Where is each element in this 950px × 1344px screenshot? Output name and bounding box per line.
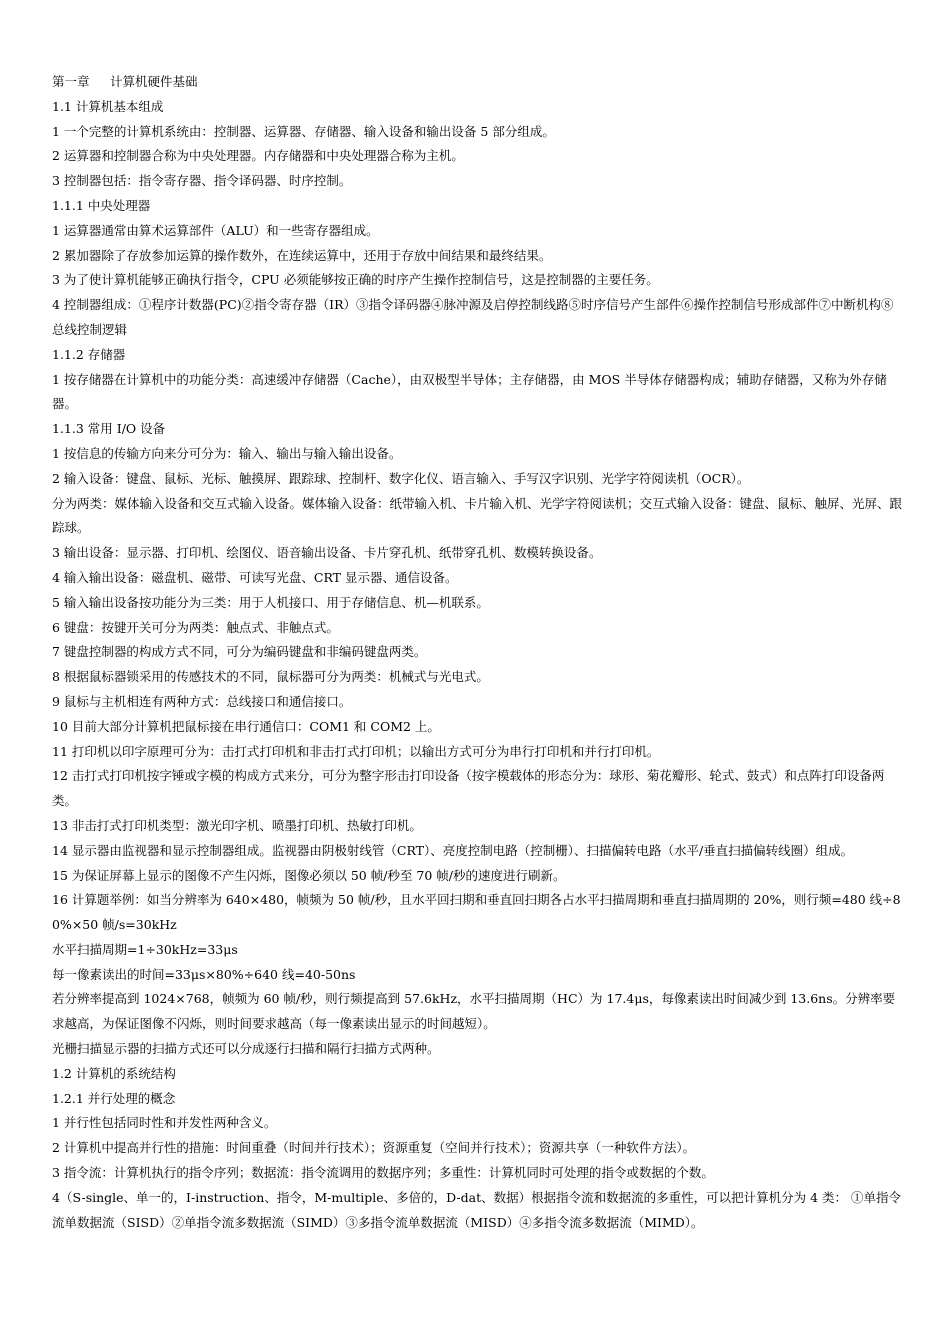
paragraph: 10 目前大部分计算机把鼠标接在串行通信口：COM1 和 COM2 上。 [52,718,440,734]
paragraph: 1 按信息的传输方向来分可分为：输入、输出与输入输出设备。 [52,445,402,461]
paragraph: 水平扫描周期=1÷30kHz=33μs [52,941,238,957]
paragraph: 1 运算器通常由算术运算部件（ALU）和一些寄存器组成。 [52,222,379,238]
chapter-number: 第一章 [52,74,90,89]
paragraph: 14 显示器由监视器和显示控制器组成。监视器由阴极射线管（CRT）、亮度控制电路（控制栅）、扫描偏转电路（水平/垂直扫描偏转线圈）组成。 [52,842,854,858]
paragraph: 每一像素读出的时间=33μs×80%÷640 线=40-50ns [52,966,356,982]
paragraph: 15 为保证屏幕上显示的图像不产生闪烁，图像必须以 50 帧/秒至 70 帧/秒的速度进行刷新。 [52,867,566,883]
paragraph: 12 击打式打印机按字锤或字模的构成方式来分，可分为整字形击打印设备（按字模载体的形态分为：球形、菊花瓣形、轮式、鼓式）和点阵打印设备两类。 [52,768,885,809]
paragraph: 2 输入设备：键盘、鼠标、光标、触摸屏、跟踪球、控制杆、数字化仪、语言输入、手写汉字识别、光学字符阅读机（OCR）。 [52,470,750,486]
paragraph: 1.2.1 并行处理的概念 [52,1090,176,1106]
paragraph: 1.2 计算机的系统结构 [52,1065,176,1081]
paragraph: 6 键盘：按键开关可分为两类：触点式、非触点式。 [52,619,339,635]
chapter-heading [52,70,904,95]
paragraph: 1 一个完整的计算机系统由：控制器、运算器、存储器、输入设备和输出设备 5 部分组成。 [52,123,555,139]
paragraph: 13 非击打式打印机类型：激光印字机、喷墨打印机、热敏打印机。 [52,817,422,833]
paragraph: 7 键盘控制器的构成方式不同，可分为编码键盘和非编码键盘两类。 [52,644,427,660]
paragraph: 4 输入输出设备：磁盘机、磁带、可读写光盘、CRT 显示器、通信设备。 [52,569,458,585]
paragraph: 9 鼠标与主机相连有两种方式：总线接口和通信接口。 [52,693,352,709]
paragraph: 3 指令流：计算机执行的指令序列；数据流：指令流调用的数据序列；多重性：计算机同时可处理的指令或数据的个数。 [52,1165,714,1181]
paragraph: 1.1 计算机基本组成 [52,98,164,114]
paragraph: 1 按存储器在计算机中的功能分类：高速缓冲存储器（Cache），由双极型半导体；主存储器，由 MOS 半导体存储器构成；辅助存储器，又称为外存储器。 [52,371,887,412]
document-page [52,70,904,1235]
paragraph: 4 控制器组成：①程序计数器(PC)②指令寄存器（IR）③指令译码器④脉冲源及启停控制线路⑤时序信号产生部件⑥操作控制信号形成部件⑦中断机构⑧总线控制逻辑 [52,297,894,337]
paragraph: 3 为了使计算机能够正确执行指令，CPU 必须能够按正确的时序产生操作控制信号，这是控制器的主要任务。 [52,272,659,288]
paragraph: 光栅扫描显示器的扫描方式还可以分成逐行扫描和隔行扫描方式两种。 [52,1041,440,1057]
paragraph: 2 运算器和控制器合称为中央处理器。内存储器和中央处理器合称为主机。 [52,148,464,164]
paragraph: 2 计算机中提高并行性的措施：时间重叠（时间并行技术）；资源重复（空间并行技术）；资源共享（一种软件方法）。 [52,1140,696,1156]
paragraph: 3 控制器包括：指令寄存器、指令译码器、时序控制。 [52,173,352,189]
paragraph: 1.1.1 中央处理器 [52,197,151,213]
paragraph: 3 输出设备：显示器、打印机、绘图仪、语音输出设备、卡片穿孔机、纸带穿孔机、数模转换设备。 [52,545,602,561]
paragraph: 分为两类：媒体输入设备和交互式输入设备。媒体输入设备：纸带输入机、卡片输入机、光学字符阅读机；交互式输入设备：键盘、鼠标、触屏、光屏、跟踪球。 [52,495,903,536]
paragraph: 4（S-single、单一的，I-instruction、指令，M-multiple、多倍的，D-dat、数据）根据指令流和数据流的多重性，可以把计算机分为 4 类： ①单指令流单数据流（SISD）②单指令流多数据流（SIMD）③多指令流单数据流（MISD）④多指令流多数据流（MIMD）。 [52,1189,902,1230]
paragraph: 5 输入输出设备按功能分为三类：用于人机接口、用于存储信息、机—机联系。 [52,594,489,610]
paragraph: 1 并行性包括同时性和并发性两种含义。 [52,1115,277,1131]
paragraph: 11 打印机以印字原理可分为：击打式打印机和非击打式打印机；以输出方式可分为串行打印机和并行打印机。 [52,743,660,759]
paragraph: 若分辨率提高到 1024×768，帧频为 60 帧/秒，则行频提高到 57.6kHz，水平扫描周期（HC）为 17.4μs，每像素读出时间减少到 13.6ns。分辨率要求越高，为保证图像不闪烁，则时间要求越高（每一像素读出显示的时间越短）。 [52,991,896,1032]
paragraph: 16 计算题举例：如当分辨率为 640×480，帧频为 50 帧/秒，且水平回扫期和垂直回扫期各占水平扫描周期和垂直扫描周期的 20%，则行频=480 线÷80%×50 帧/s=30kHz [52,892,901,933]
paragraph: 1.1.3 常用 I/O 设备 [52,421,166,437]
paragraph: 2 累加器除了存放参加运算的操作数外，在连续运算中，还用于存放中间结果和最终结果。 [52,247,552,263]
paragraph: 8 根据鼠标器锁采用的传感技术的不同，鼠标器可分为两类：机械式与光电式。 [52,669,489,685]
chapter-title: 计算机硬件基础 [110,74,198,89]
paragraph: 1.1.2 存储器 [52,346,126,362]
paragraph-list [52,95,904,1236]
